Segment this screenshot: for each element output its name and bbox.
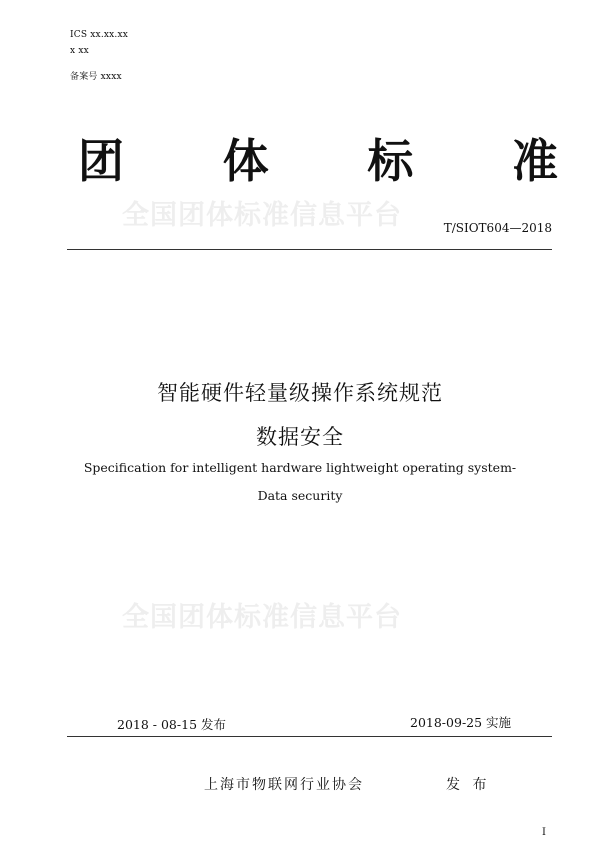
title-en-line1: Specification for intelligent hardware lightweight operating system- xyxy=(83,460,517,475)
footer-divider xyxy=(67,736,552,737)
release-date: 2018 - 08-15 发布 xyxy=(117,717,226,732)
document-type-title xyxy=(78,128,558,188)
publisher-name: 上海市物联网行业协会 xyxy=(204,777,364,793)
doc-type-char: 标 xyxy=(367,134,414,188)
doc-type-char: 准 xyxy=(511,134,558,188)
page-number: I xyxy=(542,827,546,838)
watermark-top: 全国团体标准信息平台 xyxy=(122,200,402,231)
doc-type-char: 体 xyxy=(222,134,269,188)
ics-code: ICS xx.xx.xx xyxy=(70,30,129,40)
standard-number: T/SIOT604—2018 xyxy=(443,221,552,235)
watermark-bottom: 全国团体标准信息平台 xyxy=(122,602,402,633)
title-zh-line2: 数据安全 xyxy=(256,425,344,449)
header-divider xyxy=(67,249,552,250)
doc-type-char: 团 xyxy=(78,134,124,188)
implement-date: 2018-09-25 实施 xyxy=(410,715,512,730)
publish-label: 发 布 xyxy=(446,777,491,793)
title-zh-line1: 智能硬件轻量级操作系统规范 xyxy=(157,381,443,405)
ccs-code: x xx xyxy=(70,46,89,56)
title-en-line2: Data security xyxy=(257,488,343,503)
record-number: 备案号 xxxx xyxy=(70,72,122,82)
